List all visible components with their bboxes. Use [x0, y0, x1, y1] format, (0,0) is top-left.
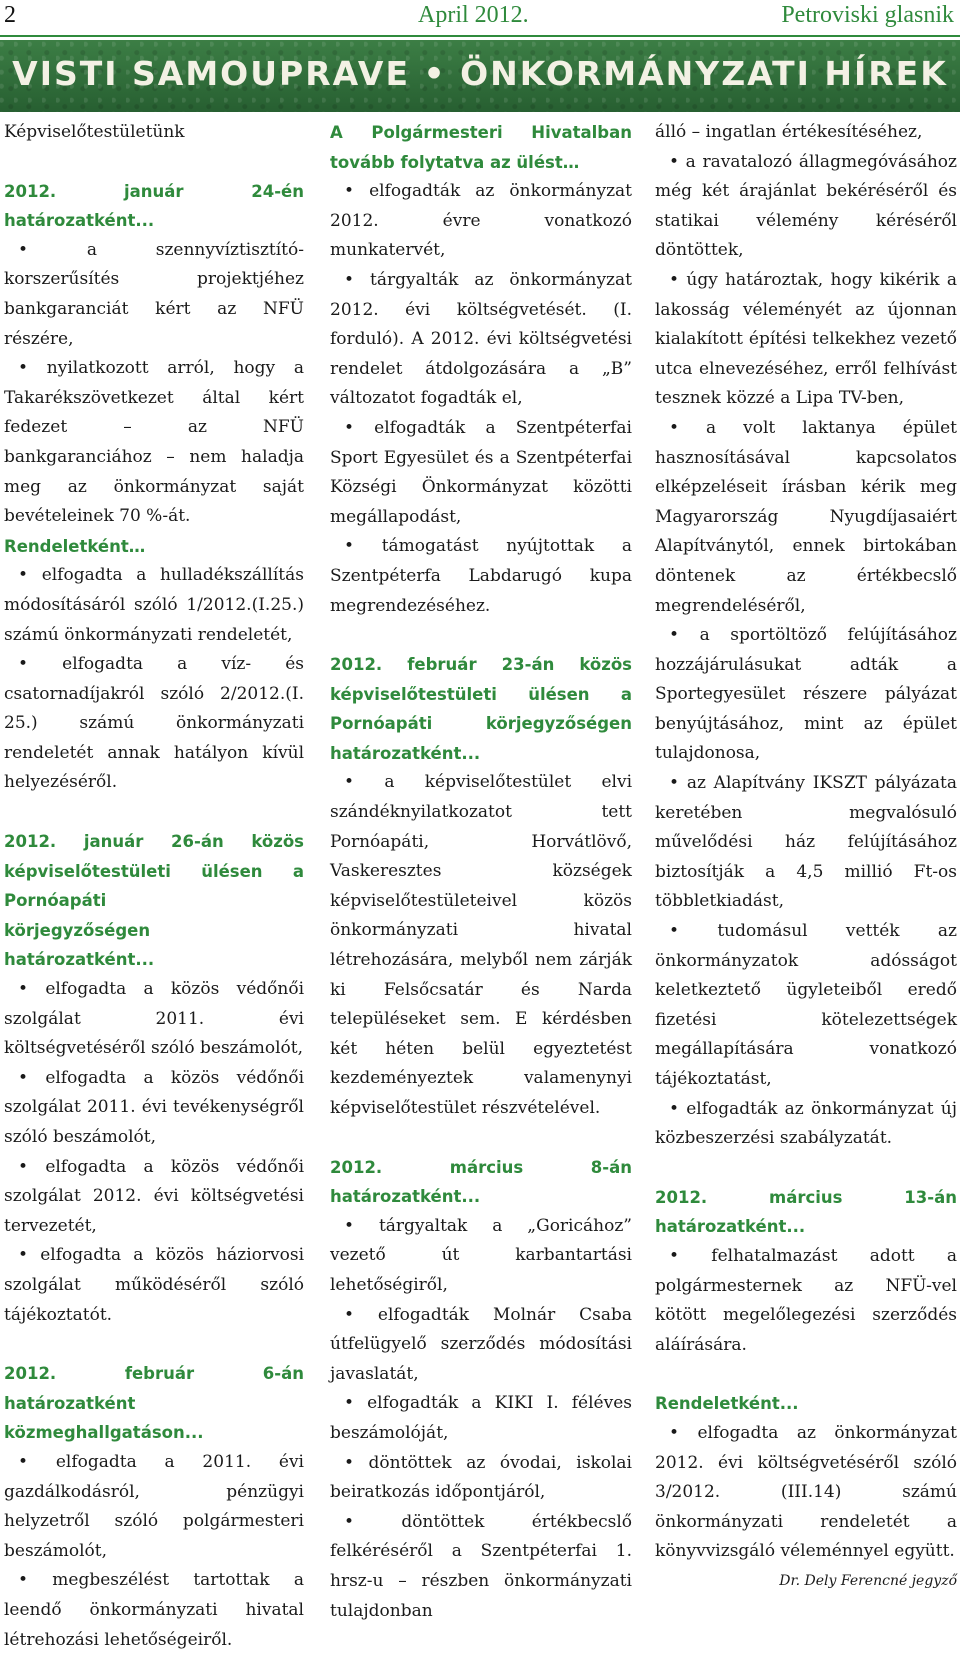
- section-heading: 2012. február 23-án közös képviselőtestületi ülésen a Pornóapáti körjegyzőségen határozatként...: [330, 655, 632, 763]
- section-heading: körjegyzőségen határozatként...: [4, 920, 155, 970]
- list-item: • elfogadta a közös háziorvosi szolgálat működéséről szóló tájékoztatót.: [4, 1241, 304, 1330]
- section-heading: 2012. január 26-án közös képviselőtestületi ülésen a Pornóapáti: [4, 832, 304, 911]
- issue-date: April 2012.: [418, 2, 529, 28]
- section-heading: Rendeletként...: [655, 1394, 799, 1414]
- list-item: • a sportöltöző felújításához hozzájárulásukat adták a Sportegyesület részere pályázat benyújtásához, mint az épület tulajdonosa,: [655, 621, 957, 769]
- section-heading: 2012. január 24-én határozatként...: [4, 181, 304, 231]
- list-item: • elfogadta a víz- és csatornadíjakról szóló 2/2012.(I. 25.) számú önkormányzati rendeletét annak hatályon kívül helyezéséről.: [4, 650, 304, 798]
- banner-title: VISTI SAMOUPRAVE • ÖNKORMÁNYZATI HÍREK: [12, 54, 948, 93]
- continued-text: álló – ingatlan értékesítéséhez,: [655, 122, 923, 142]
- list-item: • tárgyaltak a „Goricához” vezető út karbantartási lehetőségiről,: [330, 1212, 632, 1301]
- list-item: • elfogadta a közös védőnői szolgálat 2011. évi tevékenységről szóló beszámolót,: [4, 1064, 304, 1153]
- list-item: • elfogadta az önkormányzat 2012. évi költségvetéséről szóló 3/2012. (III.14) számú önkormányzati rendeletét a könyvvizsgáló véleménnyel együtt.: [655, 1419, 957, 1567]
- list-item: • a képviselőtestület elvi szándéknyilatkozatot tett Pornóapáti, Horvátlövő, Vaskeresztes községek képviselőtestületeivel közös önkormányzati hivatal létrehozására, melyből nem zárják ki Felsőcsatár és Narda településeket sem. E kérdésben két héten belül egyeztetést kezdeményeztek valamenynyi képviselőtestület részvételével.: [330, 768, 632, 1123]
- list-item: • a ravatalozó állagmegóvásához még két árajánlat bekéréséről és statikai vélemény kéréséről döntöttek,: [655, 148, 957, 266]
- publication-name: Petroviski glasnik: [781, 2, 954, 28]
- list-item: • nyilatkozott arról, hogy a Takarékszövetkezet által kért fedezet – az NFÜ bankgaranciához – nem haladja meg az önkormányzat saját bevételeinek 70 %-át.: [4, 354, 304, 532]
- column-2: [330, 118, 632, 1626]
- column-3: [655, 118, 957, 1597]
- list-item: • elfogadta a közös védőnői szolgálat 2011. évi költségvetéséről szóló beszámolót,: [4, 975, 304, 1064]
- list-item: • úgy határoztak, hogy kikérik a lakosság véleményét az újonnan kialakított építési telkekhez vezető utca elnevezéséhez, erről felhívást tesznek közzé a Lipa TV-ben,: [655, 266, 957, 414]
- list-item: • döntöttek értékbecslő felkéréséről a Szentpéterfai 1. hrsz-u – részben önkormányzati tulajdonban: [330, 1508, 632, 1626]
- list-item: • elfogadták a KIKI I. féléves beszámolóját,: [330, 1389, 632, 1448]
- page-number: 2: [4, 2, 16, 28]
- list-item: • támogatást nyújtottak a Szentpéterfa Labdarugó kupa megrendezéséhez.: [330, 532, 632, 621]
- list-item: • tárgyalták az önkormányzat 2012. évi költségvetését. (I. forduló). A 2012. évi költségvetési rendelet átdolgozására a „B” változatot fogadták el,: [330, 266, 632, 414]
- intro-text: Képviselőtestületünk: [4, 122, 185, 142]
- section-heading: 2012. március 13-án határozatként...: [655, 1187, 957, 1237]
- list-item: • az Alapítvány IKSZT pályázata keretében megvalósuló művelődési ház felújításához biztosítják a 4,5 millió Ft-os többletkiadást,: [655, 769, 957, 917]
- section-banner: [0, 40, 960, 112]
- section-heading: 2012. március 8-án határozatként...: [330, 1157, 632, 1207]
- list-item: • a volt laktanya épület hasznosításával kapcsolatos elképzeléseit írásban kérik meg Magyarország Nyugdíjasaiért Alapítványtól, ennek birtokában döntenek az értékbecslő megrendeléséről,: [655, 414, 957, 621]
- list-item: • tudomásul vették az önkormányzatok adósságot keletkeztető ügyleteiből eredő fizetési kötelezettségek megállapítására vonatkozó tájékoztatást,: [655, 917, 957, 1095]
- header-rule: [0, 35, 960, 37]
- list-item: • elfogadta a hulladékszállítás módosításáról szóló 1/2012.(I.25.) számú önkormányzati rendeletét,: [4, 561, 304, 650]
- list-item: • elfogadták a Szentpéterfai Sport Egyesület és a Szentpéterfai Községi Önkormányzat közötti megállapodást,: [330, 414, 632, 532]
- signature: Dr. Dely Ferencné jegyző: [779, 1572, 957, 1589]
- column-1: [4, 118, 304, 1655]
- list-item: • döntöttek az óvodai, iskolai beiratkozás időpontjáról,: [330, 1449, 632, 1508]
- list-item: • elfogadták Molnár Csaba útfelügyelő szerződés módosítási javaslatát,: [330, 1301, 632, 1390]
- list-item: • elfogadták az önkormányzat 2012. évre vonatkozó munkatervét,: [330, 177, 632, 266]
- list-item: • megbeszélést tartottak a leendő önkormányzati hivatal létrehozási lehetőségeiről.: [4, 1566, 304, 1655]
- list-item: • elfogadta a közös védőnői szolgálat 2012. évi költségvetési tervezetét,: [4, 1153, 304, 1242]
- page-header: [0, 0, 960, 34]
- list-item: • elfogadta a 2011. évi gazdálkodásról, pénzügyi helyzetről szóló polgármesteri beszámolót,: [4, 1448, 304, 1566]
- section-heading: közmeghallgatáson...: [4, 1423, 204, 1443]
- list-item: • a szennyvíztisztító-korszerűsítés projektjéhez bankgaranciát kért az NFÜ részére,: [4, 236, 304, 354]
- section-heading: Rendeletként…: [4, 536, 146, 556]
- section-heading: 2012. február 6-án határozatként: [4, 1364, 304, 1413]
- list-item: • felhatalmazást adott a polgármesternek az NFÜ-vel kötött megelőlegezési szerződés aláírására.: [655, 1242, 957, 1360]
- section-heading: A Polgármesteri Hivatalban tovább folytatva az ülést…: [330, 123, 632, 172]
- list-item: • elfogadták az önkormányzat új közbeszerzési szabályzatát.: [655, 1095, 957, 1154]
